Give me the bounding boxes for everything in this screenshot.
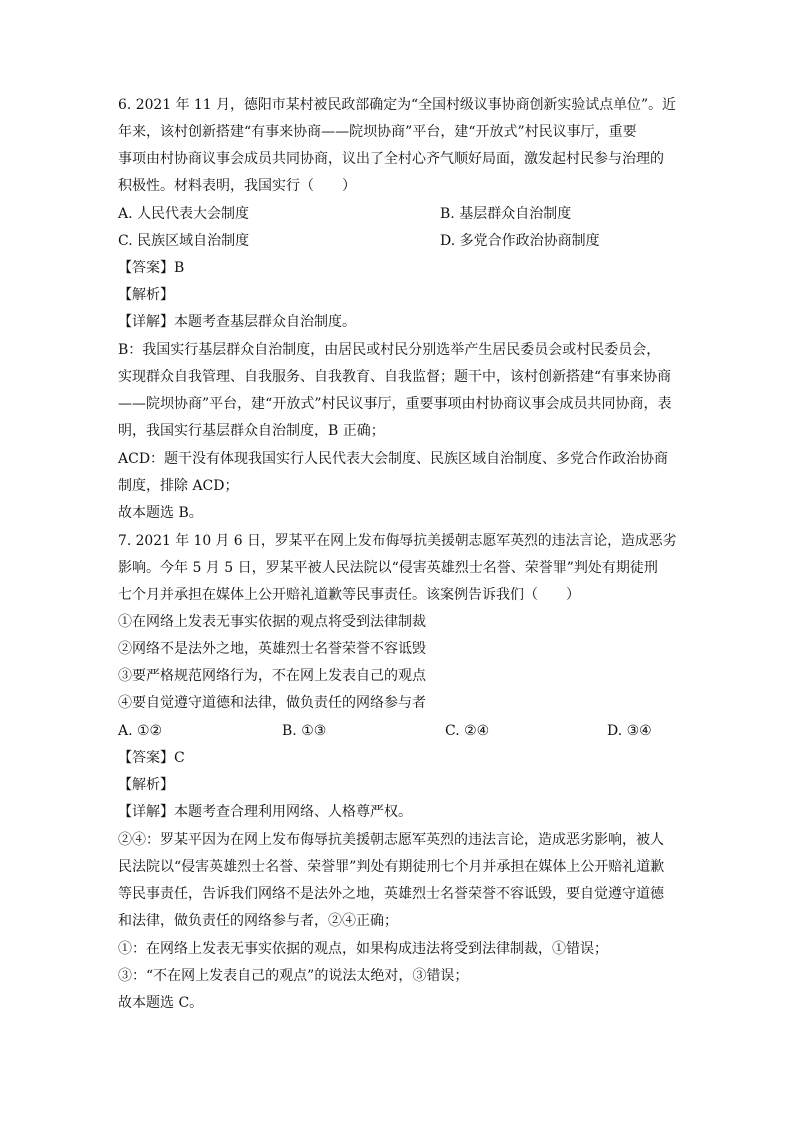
q6-detail-tag: 【详解】 xyxy=(118,314,174,330)
q6-option-c: C. 民族区域自治制度 xyxy=(118,233,250,249)
q6-explanation-line-1: B：我国实行基层群众自治制度，由居民或村民分别选举产生居民委员会或村民委员会， xyxy=(118,342,661,358)
q6-explanation-line-2: 实现群众自我管理、自我服务、自我教育、自我监督；题干中，该村创新搭建“有事来协商 xyxy=(118,369,672,385)
q6-detail-intro: 本题考查基层群众自治制度。 xyxy=(174,314,356,330)
q7-option-a: A. ①② xyxy=(118,723,163,739)
q7-explanation-line-5: ①：在网络上发表无事实依据的观点，如果构成违法将受到法律制裁，①错误； xyxy=(118,941,608,957)
q7-answer-value: C xyxy=(174,750,185,766)
q7-stem-line-2: 影响。今年 5 月 5 日，罗某平被人民法院以“侵害英雄烈士名誉、荣誉罪”判处有期徒刑 xyxy=(118,560,658,576)
q6-detail-row xyxy=(118,312,356,332)
q6-explanation-line-3: ——院坝协商”平台，建“开放式”村民议事厅，重要事项由村协商议事会成员共同协商，表 xyxy=(118,396,672,412)
q7-answer-tag: 【答案】 xyxy=(118,750,174,766)
q6-answer-tag: 【答案】 xyxy=(118,260,174,276)
q6-explanation-line-5: ACD：题干没有体现我国实行人民代表大会制度、民族区域自治制度、多党合作政治协商 xyxy=(118,451,669,467)
q7-explanation-line-2: 民法院以“侵害英雄烈士名誉、荣誉罪”判处有期徒刑七个月并承担在媒体上公开赔礼道歉 xyxy=(118,859,665,875)
q6-option-d: D. 多党合作政治协商制度 xyxy=(440,233,600,249)
q6-stem-line-2: 年来，该村创新搭建“有事来协商——院坝协商”平台，建“开放式”村民议事厅，重要 xyxy=(118,124,637,140)
q6-analysis-tag: 【解析】 xyxy=(118,287,174,303)
q7-option-b: B. ①③ xyxy=(282,723,327,739)
q7-statement-1: ①在网络上发表无事实依据的观点将受到法律制裁 xyxy=(118,614,426,630)
q7-detail-intro: 本题考查合理利用网络、人格尊严权。 xyxy=(174,804,412,820)
q6-answer-row xyxy=(118,258,184,278)
q7-explanation-line-4: 和法律，做负责任的网络参与者，②④正确； xyxy=(118,913,398,929)
q6-stem-line-3: 事项由村协商议事会成员共同协商，议出了全村心齐气顺好局面，激发起村民参与治理的 xyxy=(118,151,664,167)
q7-answer-row xyxy=(118,748,185,768)
q6-option-a: A. 人民代表大会制度 xyxy=(118,206,250,222)
q6-stem-line-1: 6. 2021 年 11 月，德阳市某村被民政部确定为“全国村级议事协商创新实验试点单位”。近 xyxy=(118,97,676,113)
q6-explanation-line-7: 故本题选 B。 xyxy=(118,505,203,521)
q7-explanation-line-1: ②④：罗某平因为在网上发布侮辱抗美援朝志愿军英烈的违法言论，造成恶劣影响，被人 xyxy=(118,832,664,848)
q6-option-b: B. 基层群众自治制度 xyxy=(440,206,572,222)
q6-answer-value: B xyxy=(174,260,185,276)
q7-explanation-line-6: ③：“不在网上发表自己的观点”的说法太绝对，③错误； xyxy=(118,968,469,984)
q7-statement-2: ②网络不是法外之地，英雄烈士名誉荣誉不容诋毁 xyxy=(118,641,426,657)
q7-detail-tag: 【详解】 xyxy=(118,804,174,820)
q7-statement-4: ④要自觉遵守道德和法律，做负责任的网络参与者 xyxy=(118,695,426,711)
q7-analysis-tag: 【解析】 xyxy=(118,777,174,793)
q7-option-c: C. ②④ xyxy=(445,723,490,739)
q7-option-d: D. ③④ xyxy=(607,723,652,739)
q6-stem-line-4: 积极性。材料表明，我国实行（ ） xyxy=(118,178,356,194)
q6-explanation-line-6: 制度，排除 ACD； xyxy=(118,478,239,494)
q7-detail-row xyxy=(118,802,412,822)
q7-statement-3: ③要严格规范网络行为，不在网上发表自己的观点 xyxy=(118,668,426,684)
q7-explanation-line-7: 故本题选 C。 xyxy=(118,995,204,1011)
q7-stem-line-1: 7. 2021 年 10 月 6 日，罗某平在网上发布侮辱抗美援朝志愿军英烈的违法言论，造成恶劣 xyxy=(118,533,677,549)
q6-explanation-line-4: 明，我国实行基层群众自治制度，B 正确； xyxy=(118,423,385,439)
q7-explanation-line-3: 等民事责任，告诉我们网络不是法外之地，英雄烈士名誉荣誉不容诋毁，要自觉遵守道德 xyxy=(118,886,664,902)
q7-stem-line-3: 七个月并承担在媒体上公开赔礼道歉等民事责任。该案例告诉我们（ ） xyxy=(118,587,580,603)
